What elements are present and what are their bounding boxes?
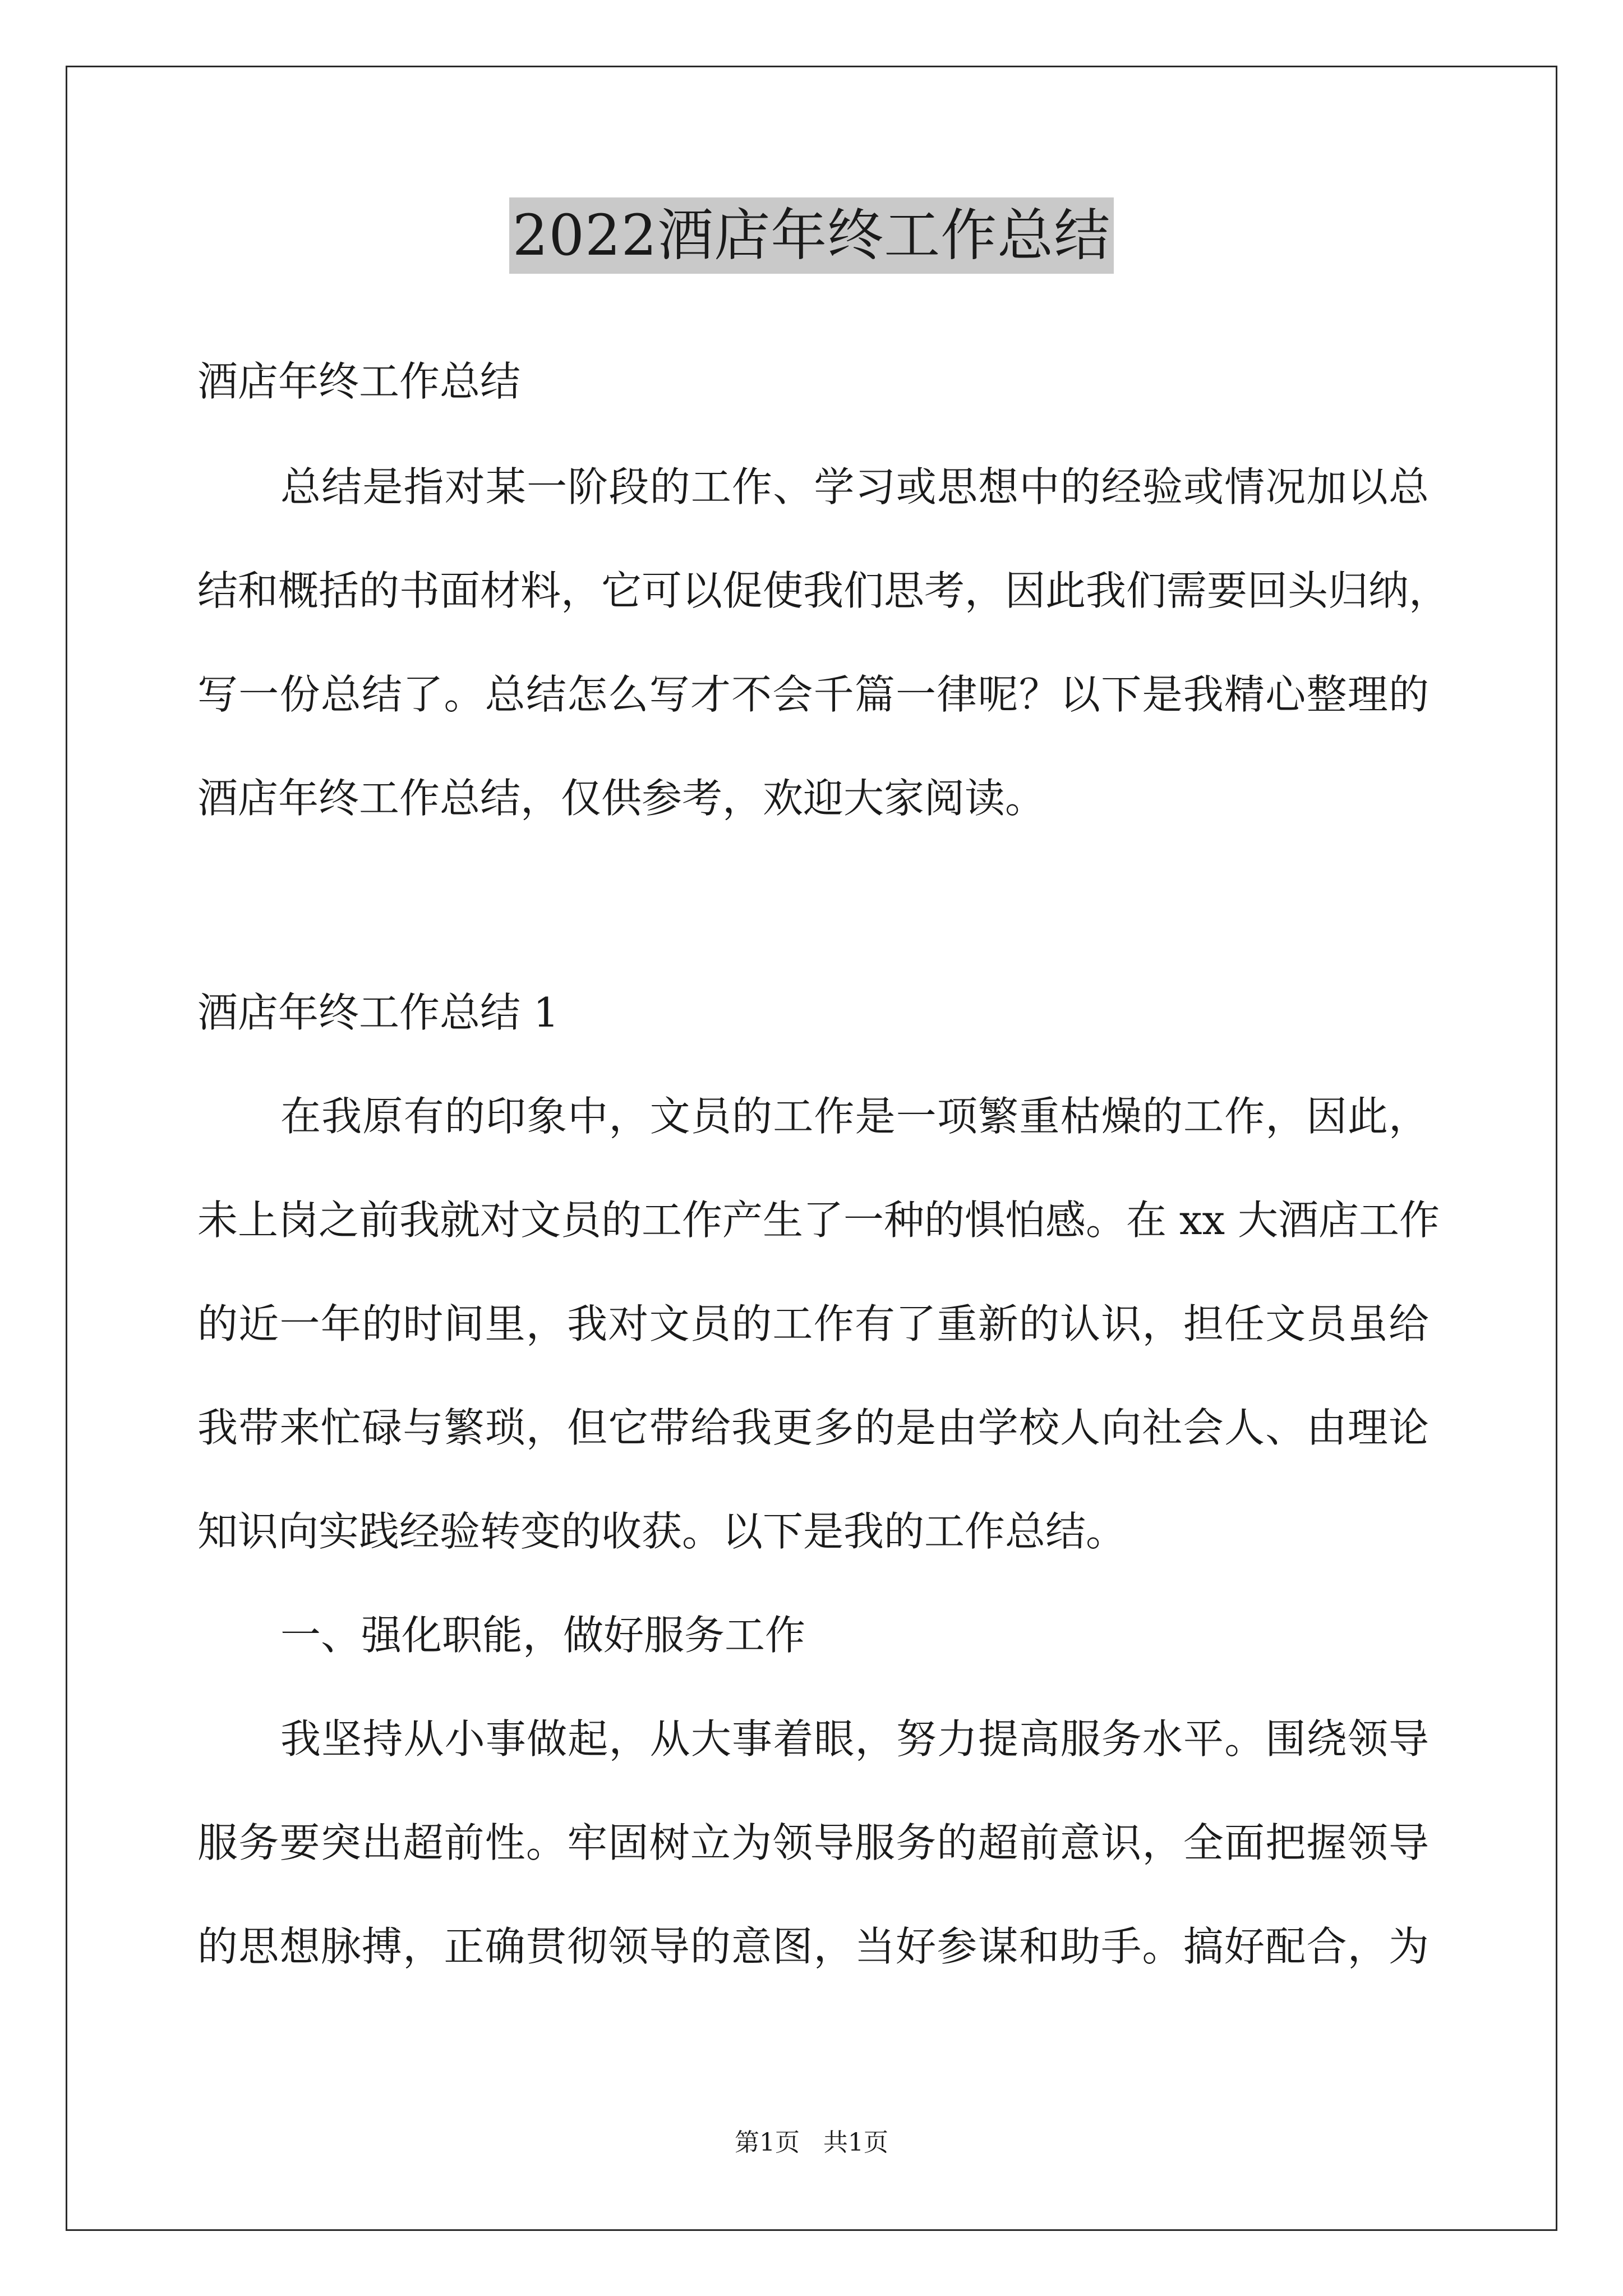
- section-line: 的近一年的时间里，我对文员的工作有了重新的认识，担任文员虽给: [197, 1300, 1429, 1347]
- body-line: 的思想脉搏，正确贯彻领导的意图，当好参谋和助手。搞好配合，为: [197, 1923, 1429, 1970]
- title-container: [0, 197, 1623, 274]
- intro-line: 酒店年终工作总结，仅供参考，欢迎大家阅读。: [197, 775, 1046, 822]
- section-line: 在我原有的印象中，文员的工作是一项繁重枯燥的工作，因此，: [280, 1093, 1429, 1140]
- document-subtitle: 酒店年终工作总结: [197, 358, 521, 405]
- section-line: 未上岗之前我就对文员的工作产生了一种的惧怕感。在 xx 大酒店工作: [197, 1197, 1440, 1244]
- page-footer: 第1页 共1页: [735, 2128, 888, 2157]
- intro-line: 结和概括的书面材料，它可以促使我们思考，因此我们需要回头归纳，: [197, 567, 1450, 614]
- body-line: 服务要突出超前性。牢固树立为领导服务的超前意识，全面把握领导: [197, 1819, 1429, 1866]
- intro-line: 写一份总结了。总结怎么写才不会千篇一律呢？以下是我精心整理的: [197, 671, 1429, 718]
- section-heading: 酒店年终工作总结 1: [197, 989, 559, 1036]
- body-line: 我坚持从小事做起，从大事着眼，努力提高服务水平。围绕领导: [280, 1715, 1429, 1763]
- sub-heading: 一、强化职能，做好服务工作: [280, 1612, 806, 1659]
- section-line: 我带来忙碌与繁琐，但它带给我更多的是由学校人向社会人、由理论: [197, 1404, 1429, 1451]
- document-title: 2022酒店年终工作总结: [509, 197, 1114, 274]
- intro-line: 总结是指对某一阶段的工作、学习或思想中的经验或情况加以总: [280, 463, 1429, 510]
- section-line: 知识向实践经验转变的收获。以下是我的工作总结。: [197, 1508, 1127, 1555]
